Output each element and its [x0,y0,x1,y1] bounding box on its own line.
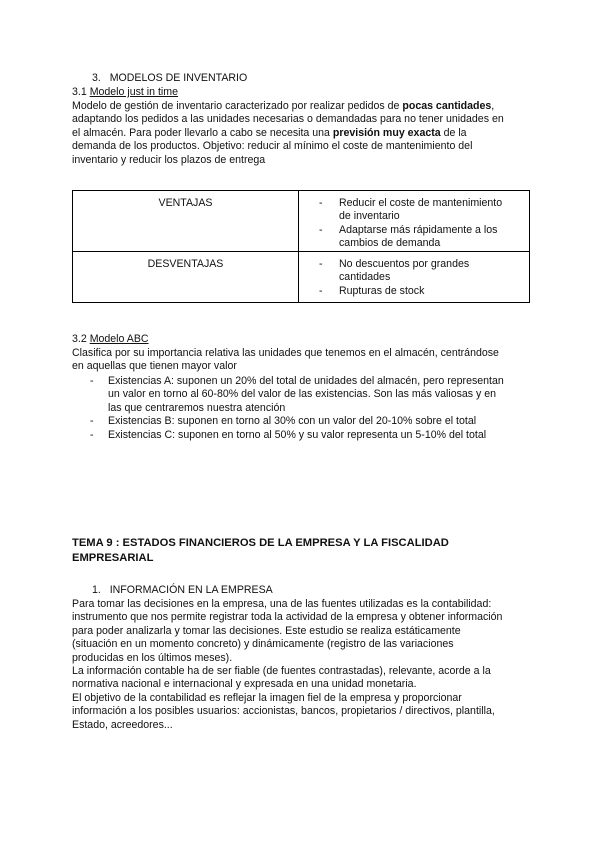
text-run: Modelo de gestión de inventario caracterizado por realizar pedidos de [72,100,403,112]
section-heading [92,584,552,597]
list-item [319,224,529,251]
subheading-number: 3.2 [72,333,87,345]
desventajas-label: DESVENTAJAS [73,252,299,303]
desventajas-list [299,252,530,303]
text-line: en aquellas que tienen mayor valor [72,360,237,373]
section-heading [92,72,552,85]
section-number: 3. [92,72,101,84]
bullet-dash: - [319,284,323,297]
bullet-dash: - [90,428,94,441]
list-item [319,285,529,298]
text-line: Adaptarse más rápidamente a los [339,223,498,236]
text-line: Existencias A: suponen un 20% del total de unidades del almacén, pero representan [108,375,504,387]
text-line: TEMA 9 : ESTADOS FINANCIEROS DE LA EMPRESA Y LA FISCALIDAD [72,537,449,549]
bold-text: previsión muy exacta [332,126,441,139]
text-line: las que centraremos nuestra atención [108,401,286,414]
section-number: 1. [92,584,101,596]
text-line: (situación en un momento concreto) y dinámicamente (registro de las variaciones [72,638,454,651]
text-line: información a los posibles usuarios: accionistas, bancos, propietarios / directivos, plantilla, [72,705,495,718]
table-row [73,252,530,303]
subheading-title: Modelo ABC [89,333,149,345]
text-line: Rupturas de stock [339,284,425,297]
text-line: instrumento que nos permite registrar toda la actividad de la empresa y obtener información [72,611,503,624]
subheading-jit [72,86,532,99]
text-line: Existencias C: suponen en torno al 50% y su valor representa un 5-10% del total [108,428,487,441]
section-title: MODELOS DE INVENTARIO [109,72,248,84]
info-paragraph [72,598,542,732]
abc-paragraph [72,347,532,374]
text-line: para poder analizarla y tomar las decisiones. Este estudio se realiza estáticamente [72,624,461,637]
text-line: La información contable ha de ser fiable (de fuentes contrastadas), relevante, acorde a la [72,665,491,678]
abc-list [72,375,542,442]
text-line: adaptando los pedidos a las unidades necesarias o demandadas para no tener unidades en [72,113,504,126]
subheading-title: Modelo just in time [89,86,179,98]
list-item [319,258,529,285]
text-run: , [491,100,495,112]
text-line: Existencias B: suponen en torno al 30% con un valor del 20-10% sobre el total [108,415,477,428]
text-run: de la [440,126,467,139]
bullet-dash: - [319,223,323,236]
list-item [72,415,542,428]
text-line: Reducir el coste de mantenimiento [339,197,503,209]
bullet-dash: - [319,197,323,209]
list-item [72,429,542,442]
jit-paragraph [72,100,532,167]
section-title: INFORMACIÓN EN LA EMPRESA [109,584,273,596]
subheading-number: 3.1 [72,86,87,98]
text-line: Para tomar las decisiones en la empresa, una de las fuentes utilizadas es la contabilidad: [72,598,492,610]
text-line: cantidades [339,271,391,284]
chapter-title [72,536,542,565]
ventajas-list [299,191,530,252]
table-row [73,191,530,252]
text-line: normativa nacional e internacional y expresada en una unidad monetaria. [72,678,417,691]
list-item [72,375,542,415]
bold-text: pocas cantidades [402,100,492,112]
text-line: demanda de los productos. Objetivo: reducir al mínimo el coste de mantenimiento del [72,140,473,153]
text-line: Clasifica por su importancia relativa las unidades que tenemos en el almacén, centrándose [72,347,499,359]
bullet-dash: - [90,375,94,387]
text-run: el almacén. Para poder llevarlo a cabo se necesita una [72,126,333,139]
text-line: El objetivo de la contabilidad es reflejar la imagen fiel de la empresa y proporcionar [72,691,462,704]
text-line: un valor en torno al 60-80% del valor de las existencias. Son las más valiosas y en [108,388,497,401]
bullet-dash: - [90,415,94,428]
text-line: EMPRESARIAL [72,551,154,564]
text-line: producidas en los últimos meses). [72,651,233,664]
text-line: No descuentos por grandes [339,258,470,270]
subheading-abc [72,333,532,346]
text-line: inventario y reducir los plazos de entrega [72,153,266,166]
ventajas-label: VENTAJAS [73,191,299,252]
bullet-dash: - [319,258,323,270]
pros-cons-table [72,190,530,303]
text-line: de inventario [339,210,400,223]
list-item [319,197,529,224]
text-line: Estado, acreedores... [72,718,173,731]
text-line: cambios de demanda [339,237,441,250]
